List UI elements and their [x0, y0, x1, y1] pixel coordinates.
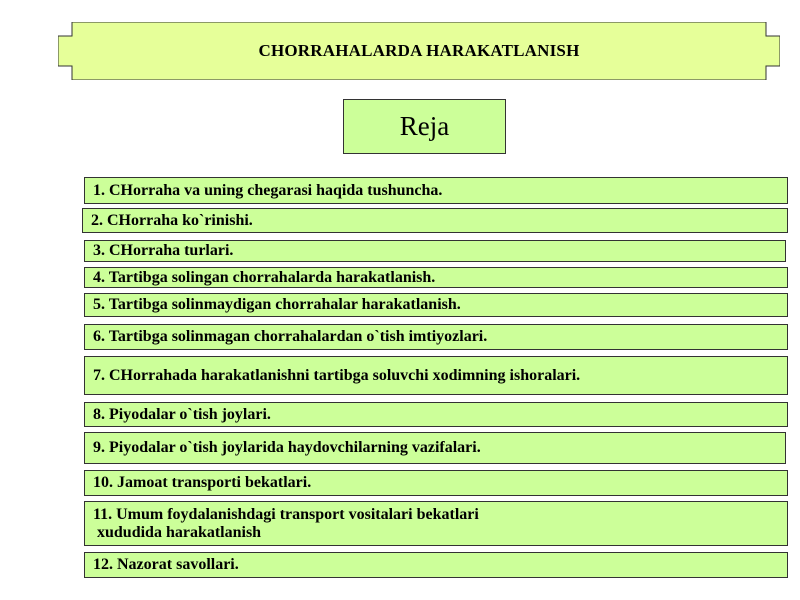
page-title: CHORRAHALARDA HARAKATLANISH	[258, 41, 580, 60]
list-item-text: 2. CHorraha ko`rinishi.	[91, 211, 253, 229]
list-item	[84, 501, 788, 546]
list-item-text: 1. CHorraha va uning chegarasi haqida tushuncha.	[93, 181, 443, 199]
title-banner	[58, 22, 780, 80]
list-item-text: 3. CHorraha turlari.	[93, 242, 234, 259]
list-item	[82, 208, 788, 233]
list-item-text: 12. Nazorat savollari.	[93, 556, 239, 573]
list-item	[84, 240, 786, 262]
list-item	[84, 324, 788, 350]
list-item-text: 10. Jamoat transporti bekatlari.	[93, 474, 312, 491]
list-item	[84, 293, 788, 317]
list-item	[84, 402, 788, 427]
list-item	[84, 267, 788, 288]
list-item	[84, 356, 788, 395]
list-item	[84, 470, 788, 496]
list-item-text: 7. CHorrahada harakatlanishni tartibga soluvchi xodimning ishoralari.	[93, 366, 581, 384]
list-item-text-line-1: 11. Umum foydalanishdagi transport vositalari bekatlari	[93, 505, 479, 523]
list-item-text-line-2: xududida harakatlanish	[93, 523, 262, 541]
list-item-text: 9. Piyodalar o`tish joylarida haydovchilarning vazifalari.	[93, 439, 481, 456]
list-item-text: 5. Tartibga solinmaydigan chorrahalar harakatlanish.	[93, 296, 461, 313]
list-item-text: 8. Piyodalar o`tish joylari.	[93, 405, 271, 423]
list-item	[84, 552, 788, 578]
list-item	[84, 177, 788, 204]
list-item	[84, 432, 786, 464]
plan-heading: Reja	[343, 99, 506, 154]
list-item-text: 4. Tartibga solingan chorrahalarda harakatlanish.	[93, 268, 436, 286]
list-item-text: 6. Tartibga solinmagan chorrahalardan o`tish imtiyozlari.	[93, 328, 488, 345]
